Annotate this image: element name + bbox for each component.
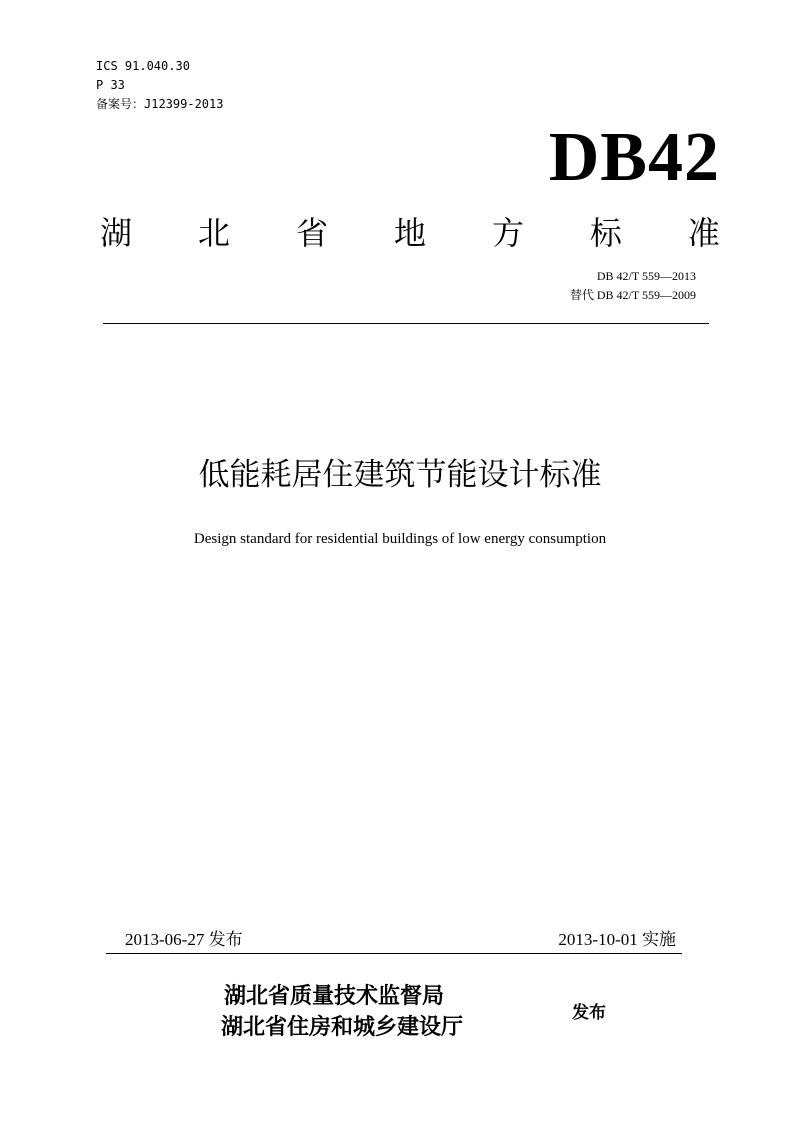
standard-type-char: 地 (393, 214, 426, 252)
issued-label: 发布 (572, 1003, 606, 1023)
footer-divider (106, 953, 682, 954)
standard-number: DB 42/T 559—2013 (596, 269, 696, 283)
standard-type-char: 湖 (100, 214, 133, 252)
document-title-english: Design standard for residential buildings of low energy consumption (193, 531, 607, 547)
standard-type-char: 北 (197, 214, 230, 252)
standard-type-char: 准 (687, 214, 720, 252)
issuer-name: 湖北省质量技术监督局 (224, 984, 445, 1009)
document-title-chinese: 低能耗居住建筑节能设计标准 (198, 457, 602, 493)
standard-type-char: 方 (491, 214, 524, 252)
standard-code-logo: DB42 (548, 119, 720, 196)
ics-code: ICS 91.040.30 (96, 59, 190, 73)
standard-type-char: 标 (589, 214, 622, 252)
issuer-name: 湖北省住房和城乡建设厅 (221, 1015, 464, 1040)
issue-date: 2013-06-27 发布 (125, 930, 243, 949)
header-divider (103, 323, 709, 324)
record-number: 备案号：J12399-2013 (96, 97, 224, 111)
replaced-standard-number: 替代 DB 42/T 559—2009 (569, 288, 696, 302)
implementation-date: 2013-10-01 实施 (558, 930, 676, 949)
standard-type-char: 省 (295, 214, 328, 252)
classification-code: P 33 (96, 78, 125, 92)
standard-type-heading (100, 210, 720, 256)
